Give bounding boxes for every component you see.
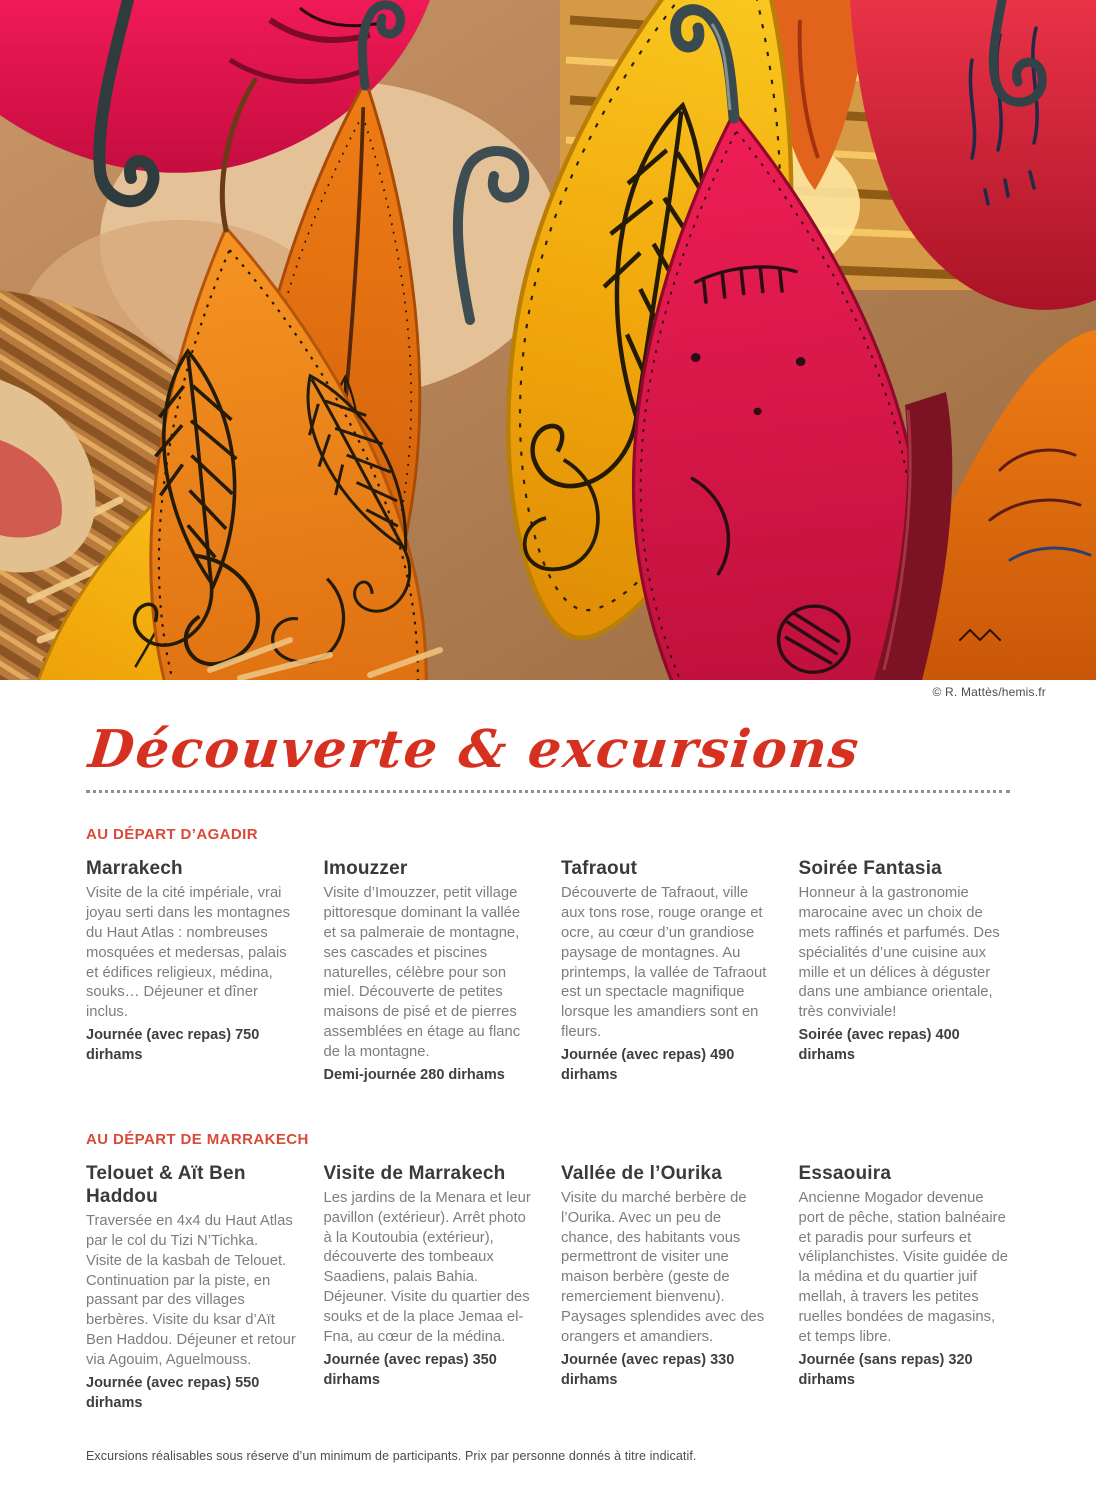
excursion-price: Journée (sans repas) 320 dirhams — [798, 1351, 973, 1388]
excursion-price: Soirée (avec repas) 400 dirhams — [798, 1027, 960, 1064]
excursion-card-marrakech — [86, 857, 298, 1085]
excursion-card-soiree-fantasia — [799, 857, 1011, 1085]
excursion-price: Journée (avec repas) 490 dirhams — [561, 1046, 735, 1083]
excursion-title: Telouet & Aït Ben Haddou — [86, 1162, 246, 1208]
moroccan-lamps-photo — [0, 0, 1096, 680]
page-title: Découverte & excursions — [85, 719, 864, 780]
excursion-title: Imouzzer — [323, 858, 408, 880]
excursions-grid-marrakech — [86, 1162, 1010, 1413]
hero-photo — [0, 0, 1096, 680]
excursion-title: Marrakech — [86, 858, 183, 880]
photo-credit: © R. Mattès/hemis.fr — [932, 685, 1046, 699]
excursion-card-telouet — [86, 1162, 298, 1413]
excursion-title: Soirée Fantasia — [798, 858, 942, 880]
excursion-description: Visite de la cité impériale, vrai joyau serti dans les montagnes du Haut Atlas : nombreuses mosquées et medersas, palais et édifices religieux, médina, souks… Déjeuner et dîner inclus. — [86, 885, 290, 1021]
excursion-card-ourika — [561, 1162, 773, 1413]
dotted-divider — [86, 790, 1010, 793]
excursion-price: Journée (avec repas) 330 dirhams — [561, 1351, 735, 1388]
excursion-description: Visite d’Imouzzer, petit village pittoresque dominant la vallée et sa palmeraie de montagne, ses cascades et piscines naturelles, célèbre pour son miel. Découverte de petites maisons de pisé et de pierres assemblées en étage au flanc de la montagne. — [323, 885, 521, 1060]
excursion-description: Découverte de Tafraout, ville aux tons rose, rouge orange et ocre, au cœur d’un grandiose paysage de montagnes. Au printemps, la vallée de Tafraout est un spectacle magnifique lorsque les amandiers sont en fleurs. — [561, 885, 767, 1041]
excursion-description: Les jardins de la Menara et leur pavillon (extérieur). Arrêt photo à la Koutoubia (extérieur), découverte des tombeaux Saadiens, palais Bahia. Déjeuner. Visite du quartier des souks et de la place Jemaa el-Fna, au cœur de la médina. — [323, 1190, 531, 1345]
excursion-description: Honneur à la gastronomie marocaine avec un choix de mets raffinés et parfumés. Des spécialités d’une cuisine aux mille et un délices à déguster dans une ambiance orientale, très conviviale! — [798, 885, 1000, 1021]
excursion-card-tafraout — [561, 857, 773, 1085]
excursion-title: Visite de Marrakech — [323, 1162, 506, 1184]
page-content — [86, 721, 1010, 1463]
section-label-marrakech: AU DÉPART DE MARRAKECH — [86, 1130, 309, 1148]
excursion-card-visite-marrakech — [324, 1162, 536, 1413]
excursion-card-imouzzer — [324, 857, 536, 1085]
excursion-description: Traversée en 4x4 du Haut Atlas par le col du Tizi N’Tichka. Visite de la kasbah de Telouet. Continuation par la piste, en passant par des villages berbères. Visite du ksar d’Aït Ben Haddou. Déjeuner et retour via Agouim, Aguelmouss. — [86, 1213, 296, 1368]
excursion-title: Tafraout — [561, 858, 638, 880]
excursion-price: Journée (avec repas) 750 dirhams — [86, 1027, 260, 1064]
footer-note: Excursions réalisables sous réserve d’un minimum de participants. Prix par personne donnés à titre indicatif. — [86, 1448, 697, 1463]
excursion-title: Essaouira — [798, 1162, 892, 1184]
excursion-title: Vallée de l’Ourika — [561, 1162, 722, 1184]
excursion-price: Journée (avec repas) 350 dirhams — [323, 1351, 497, 1388]
excursion-price: Journée (avec repas) 550 dirhams — [86, 1374, 260, 1411]
excursions-grid-agadir — [86, 857, 1010, 1085]
excursion-description: Visite du marché berbère de l’Ourika. Avec un peu de chance, des habitants vous permettront de visiter une maison berbère (geste de remerciement bienvenu). Paysages splendides avec des orangers et amandiers. — [561, 1190, 765, 1345]
section-label-agadir: AU DÉPART D’AGADIR — [86, 826, 258, 844]
excursion-description: Ancienne Mogador devenue port de pêche, station balnéaire et paradis pour surfeurs et véliplanchistes. Visite guidée de la médina et du quartier juif mellah, à travers les petites ruelles bondées de magasins, et temps libre. — [798, 1190, 1008, 1345]
excursion-price: Demi-journée 280 dirhams — [323, 1066, 505, 1083]
excursion-card-essaouira — [799, 1162, 1011, 1413]
